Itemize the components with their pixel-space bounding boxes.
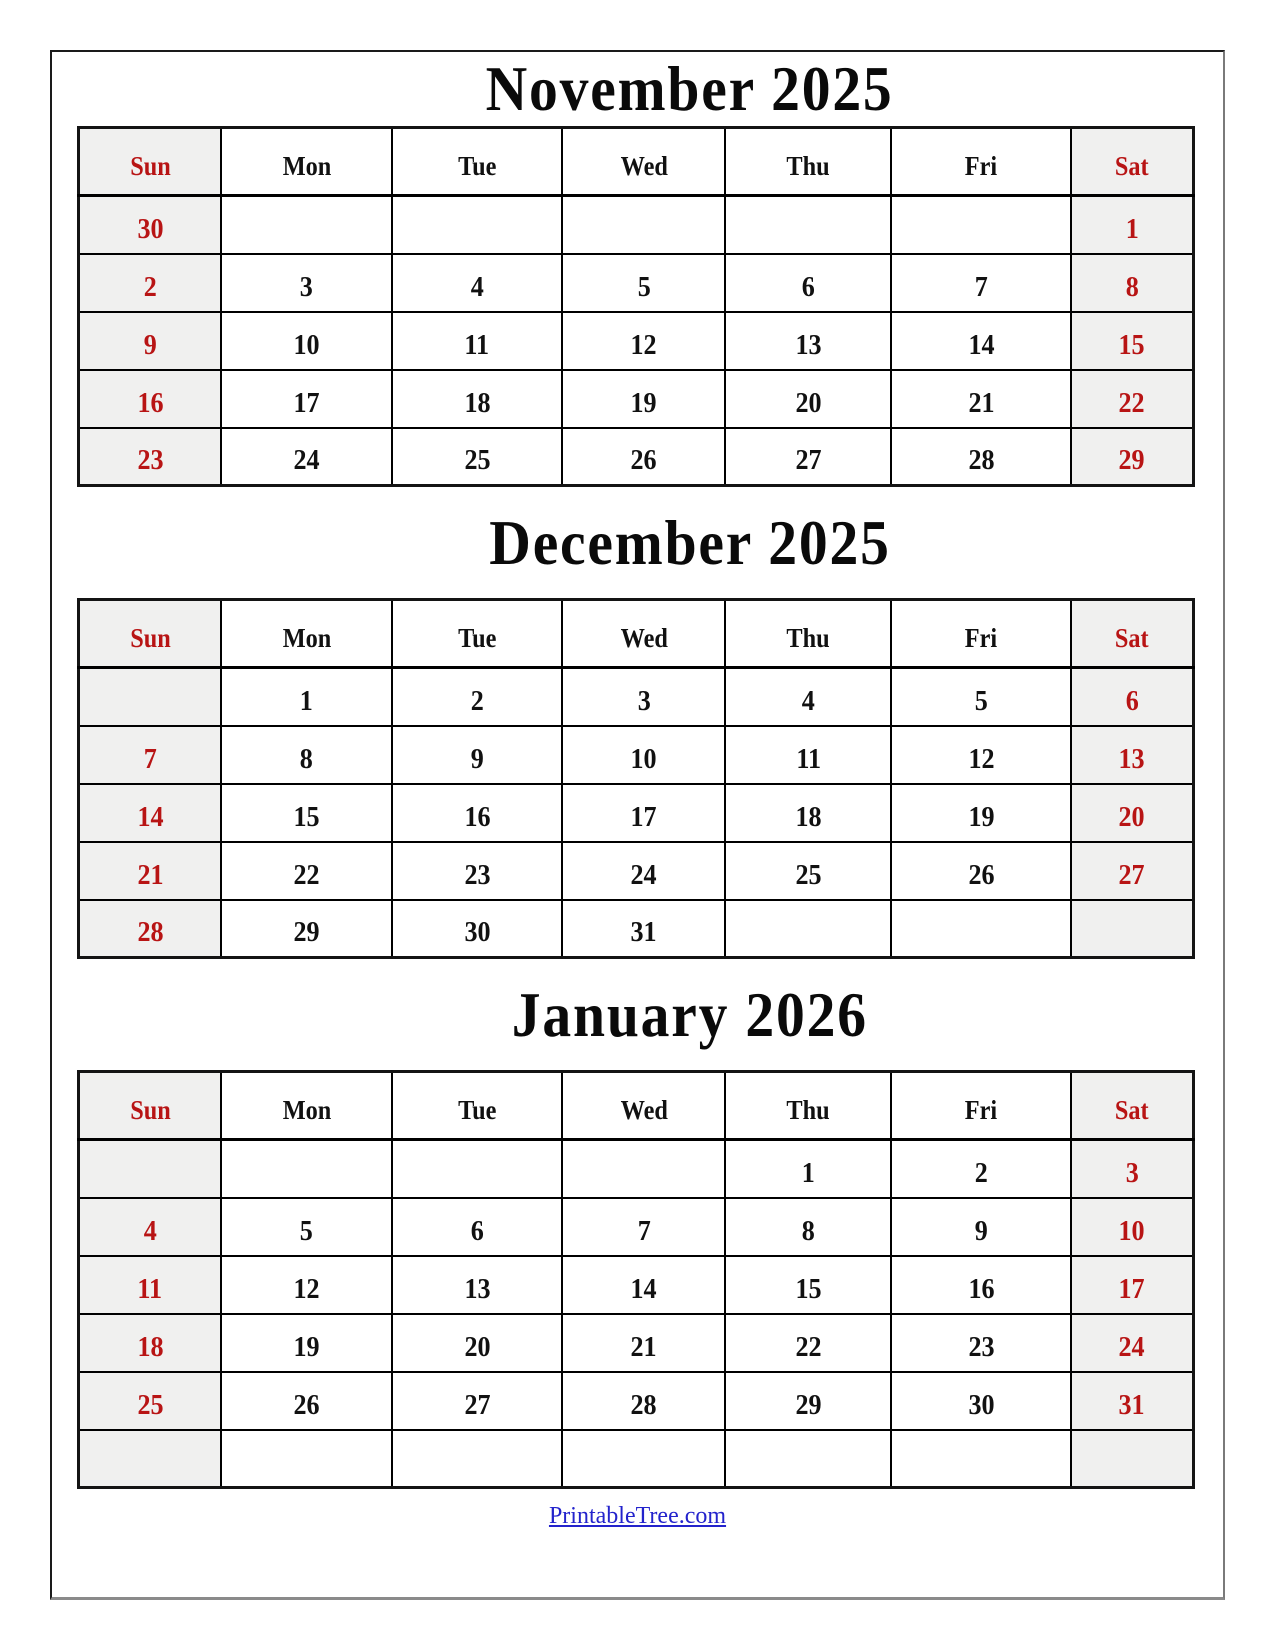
day-cell-4 xyxy=(392,254,563,312)
day-cell-14 xyxy=(79,784,222,842)
week-row xyxy=(79,428,1194,486)
day-number: 31 xyxy=(630,916,657,948)
footer xyxy=(52,1503,1223,1530)
day-cell-21 xyxy=(891,370,1071,428)
day-number: 3 xyxy=(299,270,314,303)
calendar-title-text: December 2025 xyxy=(488,506,891,578)
week-row xyxy=(79,370,1194,428)
weekday-label: Mon xyxy=(282,151,331,181)
day-number: 11 xyxy=(137,1272,163,1305)
day-number: 30 xyxy=(464,916,491,948)
day-cell-5 xyxy=(891,668,1071,726)
day-cell-28 xyxy=(891,428,1071,486)
day-cell-2 xyxy=(891,1140,1071,1198)
day-number: 27 xyxy=(795,444,822,476)
day-cell-22 xyxy=(725,1314,891,1372)
weekday-label: Fri xyxy=(964,623,998,653)
empty-day-cell xyxy=(562,196,725,254)
day-number: 20 xyxy=(1118,800,1145,833)
day-cell-8 xyxy=(725,1198,891,1256)
day-cell-10 xyxy=(1071,1198,1194,1256)
day-number: 9 xyxy=(470,742,484,775)
weekday-header-fri xyxy=(891,128,1071,196)
day-cell-20 xyxy=(392,1314,563,1372)
day-number: 23 xyxy=(137,444,164,476)
day-number: 21 xyxy=(968,386,995,419)
weekday-header-wed xyxy=(562,600,725,668)
day-number: 22 xyxy=(293,858,320,891)
day-number: 11 xyxy=(795,742,821,775)
day-number: 16 xyxy=(464,800,491,833)
day-number: 16 xyxy=(968,1272,995,1305)
day-number: 17 xyxy=(293,386,320,419)
day-cell-30 xyxy=(891,1372,1071,1430)
weekday-header-sun xyxy=(79,1072,222,1140)
weekday-header-thu xyxy=(725,600,891,668)
week-row xyxy=(79,668,1194,726)
empty-day-cell xyxy=(1071,1430,1194,1488)
empty-day-cell xyxy=(79,1140,222,1198)
day-cell-11 xyxy=(392,312,563,370)
weekday-header-wed xyxy=(562,1072,725,1140)
day-cell-21 xyxy=(562,1314,725,1372)
day-cell-22 xyxy=(221,842,392,900)
weekday-label: Sun xyxy=(129,623,171,653)
day-number: 6 xyxy=(801,270,815,303)
weekday-label: Mon xyxy=(282,1095,331,1125)
day-cell-19 xyxy=(891,784,1071,842)
day-cell-25 xyxy=(392,428,563,486)
day-number: 15 xyxy=(795,1272,822,1305)
day-cell-5 xyxy=(562,254,725,312)
day-cell-12 xyxy=(562,312,725,370)
empty-day-cell xyxy=(221,196,392,254)
weekday-header-mon xyxy=(221,128,392,196)
day-number: 27 xyxy=(1118,858,1145,891)
day-number: 8 xyxy=(299,742,314,775)
day-number: 5 xyxy=(974,684,988,717)
day-cell-3 xyxy=(1071,1140,1194,1198)
day-number: 8 xyxy=(801,1214,815,1247)
day-number: 31 xyxy=(1118,1388,1145,1421)
day-cell-29 xyxy=(1071,428,1194,486)
day-cell-11 xyxy=(725,726,891,784)
day-number: 19 xyxy=(293,1330,320,1363)
day-cell-6 xyxy=(725,254,891,312)
calendar-grid-november xyxy=(77,126,1195,487)
weekday-label: Tue xyxy=(457,151,497,181)
day-number: 14 xyxy=(630,1272,657,1305)
weekday-header-tue xyxy=(392,1072,563,1140)
weekday-label: Fri xyxy=(964,151,998,181)
day-number: 5 xyxy=(637,270,651,303)
week-row xyxy=(79,254,1194,312)
weekday-header-row xyxy=(79,128,1194,196)
day-cell-14 xyxy=(891,312,1071,370)
day-number: 19 xyxy=(968,800,995,833)
day-cell-18 xyxy=(392,370,563,428)
day-cell-8 xyxy=(1071,254,1194,312)
weekday-label: Sun xyxy=(129,151,171,181)
day-cell-23 xyxy=(392,842,563,900)
weekday-label: Thu xyxy=(786,151,830,181)
empty-day-cell xyxy=(562,1430,725,1488)
day-number: 20 xyxy=(464,1330,491,1363)
day-number: 12 xyxy=(968,742,995,775)
weekday-label: Wed xyxy=(620,623,668,653)
weekday-header-tue xyxy=(392,128,563,196)
calendar-title-january xyxy=(52,959,1223,1070)
week-row xyxy=(79,1256,1194,1314)
day-cell-26 xyxy=(221,1372,392,1430)
empty-day-cell xyxy=(79,668,222,726)
day-cell-7 xyxy=(79,726,222,784)
day-cell-1 xyxy=(221,668,392,726)
day-number: 21 xyxy=(137,858,164,891)
week-row xyxy=(79,1198,1194,1256)
weekday-label: Sat xyxy=(1115,623,1149,653)
footer-link[interactable]: PrintableTree.com xyxy=(548,1503,727,1529)
day-cell-7 xyxy=(562,1198,725,1256)
day-cell-19 xyxy=(221,1314,392,1372)
day-cell-9 xyxy=(891,1198,1071,1256)
day-number: 28 xyxy=(968,444,995,476)
day-cell-25 xyxy=(79,1372,222,1430)
day-number: 10 xyxy=(1118,1214,1145,1247)
day-cell-26 xyxy=(562,428,725,486)
day-cell-15 xyxy=(725,1256,891,1314)
weekday-header-fri xyxy=(891,1072,1071,1140)
day-number: 15 xyxy=(1118,328,1145,361)
day-cell-28 xyxy=(562,1372,725,1430)
weekday-header-thu xyxy=(725,128,891,196)
day-cell-17 xyxy=(221,370,392,428)
day-number: 29 xyxy=(293,916,320,948)
day-cell-16 xyxy=(79,370,222,428)
day-number: 4 xyxy=(801,684,815,717)
day-cell-3 xyxy=(562,668,725,726)
day-cell-26 xyxy=(891,842,1071,900)
day-cell-13 xyxy=(1071,726,1194,784)
weekday-label: Thu xyxy=(786,623,830,653)
day-cell-24 xyxy=(562,842,725,900)
day-number: 8 xyxy=(1125,270,1139,303)
day-number: 4 xyxy=(143,1214,157,1247)
weekday-header-mon xyxy=(221,1072,392,1140)
day-cell-9 xyxy=(79,312,222,370)
day-number: 23 xyxy=(968,1330,995,1363)
day-cell-23 xyxy=(79,428,222,486)
day-number: 26 xyxy=(630,444,657,476)
day-cell-10 xyxy=(562,726,725,784)
day-number: 28 xyxy=(137,916,164,948)
day-number: 24 xyxy=(293,444,320,476)
day-number: 30 xyxy=(137,212,164,245)
empty-day-cell xyxy=(891,196,1071,254)
day-cell-4 xyxy=(79,1198,222,1256)
weekday-header-sat xyxy=(1071,600,1194,668)
weekday-label: Sat xyxy=(1115,1095,1149,1125)
week-row xyxy=(79,900,1194,958)
day-cell-18 xyxy=(725,784,891,842)
week-row xyxy=(79,1430,1194,1488)
day-cell-3 xyxy=(221,254,392,312)
day-number: 7 xyxy=(143,742,157,775)
day-number: 6 xyxy=(1125,684,1139,717)
day-cell-27 xyxy=(725,428,891,486)
day-cell-12 xyxy=(891,726,1071,784)
weekday-header-row xyxy=(79,1072,1194,1140)
weekday-header-sat xyxy=(1071,1072,1194,1140)
day-number: 25 xyxy=(795,858,822,891)
empty-day-cell xyxy=(221,1140,392,1198)
day-cell-28 xyxy=(79,900,222,958)
weekday-header-wed xyxy=(562,128,725,196)
day-cell-2 xyxy=(392,668,563,726)
week-row xyxy=(79,1140,1194,1198)
empty-day-cell xyxy=(725,900,891,958)
day-number: 17 xyxy=(630,800,657,833)
day-number: 10 xyxy=(630,742,657,775)
day-cell-22 xyxy=(1071,370,1194,428)
weekday-header-sun xyxy=(79,600,222,668)
calendar-title-text: November 2025 xyxy=(485,53,894,124)
empty-day-cell xyxy=(725,1430,891,1488)
day-cell-24 xyxy=(221,428,392,486)
day-number: 2 xyxy=(143,270,157,303)
day-number: 24 xyxy=(630,858,657,891)
calendar-grid-january xyxy=(77,1070,1195,1489)
day-number: 5 xyxy=(299,1214,314,1247)
day-cell-17 xyxy=(1071,1256,1194,1314)
day-cell-14 xyxy=(562,1256,725,1314)
day-number: 13 xyxy=(464,1272,491,1305)
day-cell-12 xyxy=(221,1256,392,1314)
day-cell-23 xyxy=(891,1314,1071,1372)
calendar-grid-december xyxy=(77,598,1195,959)
day-number: 10 xyxy=(293,328,320,361)
empty-day-cell xyxy=(221,1430,392,1488)
day-cell-8 xyxy=(221,726,392,784)
day-cell-10 xyxy=(221,312,392,370)
day-number: 26 xyxy=(293,1388,320,1421)
day-number: 2 xyxy=(974,1156,988,1189)
day-number: 11 xyxy=(464,328,490,361)
weekday-header-row xyxy=(79,600,1194,668)
day-cell-16 xyxy=(392,784,563,842)
day-number: 30 xyxy=(968,1388,995,1421)
weekday-label: Tue xyxy=(457,1095,497,1125)
day-cell-21 xyxy=(79,842,222,900)
weekday-header-sun xyxy=(79,128,222,196)
day-cell-20 xyxy=(1071,784,1194,842)
day-number: 24 xyxy=(1118,1330,1145,1363)
day-cell-31 xyxy=(562,900,725,958)
weekday-label: Sat xyxy=(1115,151,1149,181)
day-number: 29 xyxy=(1118,444,1145,476)
day-cell-24 xyxy=(1071,1314,1194,1372)
weekday-label: Mon xyxy=(282,623,331,653)
day-cell-9 xyxy=(392,726,563,784)
day-cell-13 xyxy=(392,1256,563,1314)
weekday-header-sat xyxy=(1071,128,1194,196)
day-cell-19 xyxy=(562,370,725,428)
day-cell-6 xyxy=(392,1198,563,1256)
day-cell-2 xyxy=(79,254,222,312)
day-cell-6 xyxy=(1071,668,1194,726)
empty-day-cell xyxy=(79,1430,222,1488)
day-number: 20 xyxy=(795,386,822,419)
weekday-header-tue xyxy=(392,600,563,668)
day-cell-13 xyxy=(725,312,891,370)
day-cell-20 xyxy=(725,370,891,428)
calendar-title-december xyxy=(52,487,1223,598)
weekday-label: Tue xyxy=(457,623,497,653)
day-cell-31 xyxy=(1071,1372,1194,1430)
day-number: 3 xyxy=(637,684,651,717)
weekday-label: Fri xyxy=(964,1095,998,1125)
day-number: 3 xyxy=(1125,1156,1139,1189)
day-number: 25 xyxy=(464,444,491,476)
day-number: 1 xyxy=(1125,212,1139,245)
empty-day-cell xyxy=(392,1140,563,1198)
weekday-label: Wed xyxy=(620,151,668,181)
day-number: 25 xyxy=(137,1388,164,1421)
weekday-label: Wed xyxy=(620,1095,668,1125)
day-number: 14 xyxy=(968,328,995,361)
day-number: 6 xyxy=(470,1214,484,1247)
day-number: 4 xyxy=(470,270,484,303)
weekday-header-fri xyxy=(891,600,1071,668)
day-number: 14 xyxy=(137,800,164,833)
week-row xyxy=(79,312,1194,370)
day-number: 13 xyxy=(1118,742,1145,775)
empty-day-cell xyxy=(1071,900,1194,958)
day-number: 13 xyxy=(795,328,822,361)
day-cell-4 xyxy=(725,668,891,726)
day-number: 15 xyxy=(293,800,320,833)
calendar-november-2025 xyxy=(52,52,1223,487)
day-number: 7 xyxy=(974,270,988,303)
day-number: 18 xyxy=(795,800,822,833)
weekday-label: Sun xyxy=(129,1095,171,1125)
day-cell-1 xyxy=(1071,196,1194,254)
day-cell-25 xyxy=(725,842,891,900)
day-cell-15 xyxy=(221,784,392,842)
day-cell-30 xyxy=(79,196,222,254)
empty-day-cell xyxy=(392,196,563,254)
page-frame xyxy=(50,50,1225,1600)
day-number: 9 xyxy=(974,1214,988,1247)
day-cell-11 xyxy=(79,1256,222,1314)
empty-day-cell xyxy=(891,1430,1071,1488)
weekday-header-mon xyxy=(221,600,392,668)
week-row xyxy=(79,842,1194,900)
day-cell-27 xyxy=(392,1372,563,1430)
day-cell-30 xyxy=(392,900,563,958)
day-number: 29 xyxy=(795,1388,822,1421)
day-number: 22 xyxy=(795,1330,822,1363)
day-number: 22 xyxy=(1118,386,1145,419)
day-number: 12 xyxy=(630,328,657,361)
day-number: 18 xyxy=(137,1330,164,1363)
day-cell-7 xyxy=(891,254,1071,312)
day-number: 26 xyxy=(968,858,995,891)
empty-day-cell xyxy=(562,1140,725,1198)
day-number: 21 xyxy=(630,1330,657,1363)
week-row xyxy=(79,196,1194,254)
day-cell-29 xyxy=(725,1372,891,1430)
calendar-january-2026 xyxy=(52,959,1223,1489)
weekday-label: Thu xyxy=(786,1095,830,1125)
day-number: 18 xyxy=(464,386,491,419)
day-cell-17 xyxy=(562,784,725,842)
day-number: 17 xyxy=(1118,1272,1145,1305)
day-number: 1 xyxy=(801,1156,815,1189)
day-cell-27 xyxy=(1071,842,1194,900)
week-row xyxy=(79,726,1194,784)
day-number: 23 xyxy=(464,858,491,891)
day-number: 28 xyxy=(630,1388,657,1421)
week-row xyxy=(79,1314,1194,1372)
day-cell-5 xyxy=(221,1198,392,1256)
day-number: 27 xyxy=(464,1388,491,1421)
day-number: 2 xyxy=(470,684,484,717)
week-row xyxy=(79,784,1194,842)
empty-day-cell xyxy=(725,196,891,254)
weekday-header-thu xyxy=(725,1072,891,1140)
week-row xyxy=(79,1372,1194,1430)
empty-day-cell xyxy=(891,900,1071,958)
day-number: 9 xyxy=(143,328,157,361)
day-number: 19 xyxy=(630,386,657,419)
day-cell-15 xyxy=(1071,312,1194,370)
calendar-title-november xyxy=(52,52,1223,126)
calendar-december-2025 xyxy=(52,487,1223,959)
day-number: 1 xyxy=(299,684,314,717)
day-number: 12 xyxy=(293,1272,320,1305)
day-number: 7 xyxy=(637,1214,651,1247)
empty-day-cell xyxy=(392,1430,563,1488)
day-number: 16 xyxy=(137,386,164,419)
day-cell-18 xyxy=(79,1314,222,1372)
day-cell-1 xyxy=(725,1140,891,1198)
day-cell-29 xyxy=(221,900,392,958)
day-cell-16 xyxy=(891,1256,1071,1314)
calendar-title-text: January 2026 xyxy=(511,978,868,1050)
